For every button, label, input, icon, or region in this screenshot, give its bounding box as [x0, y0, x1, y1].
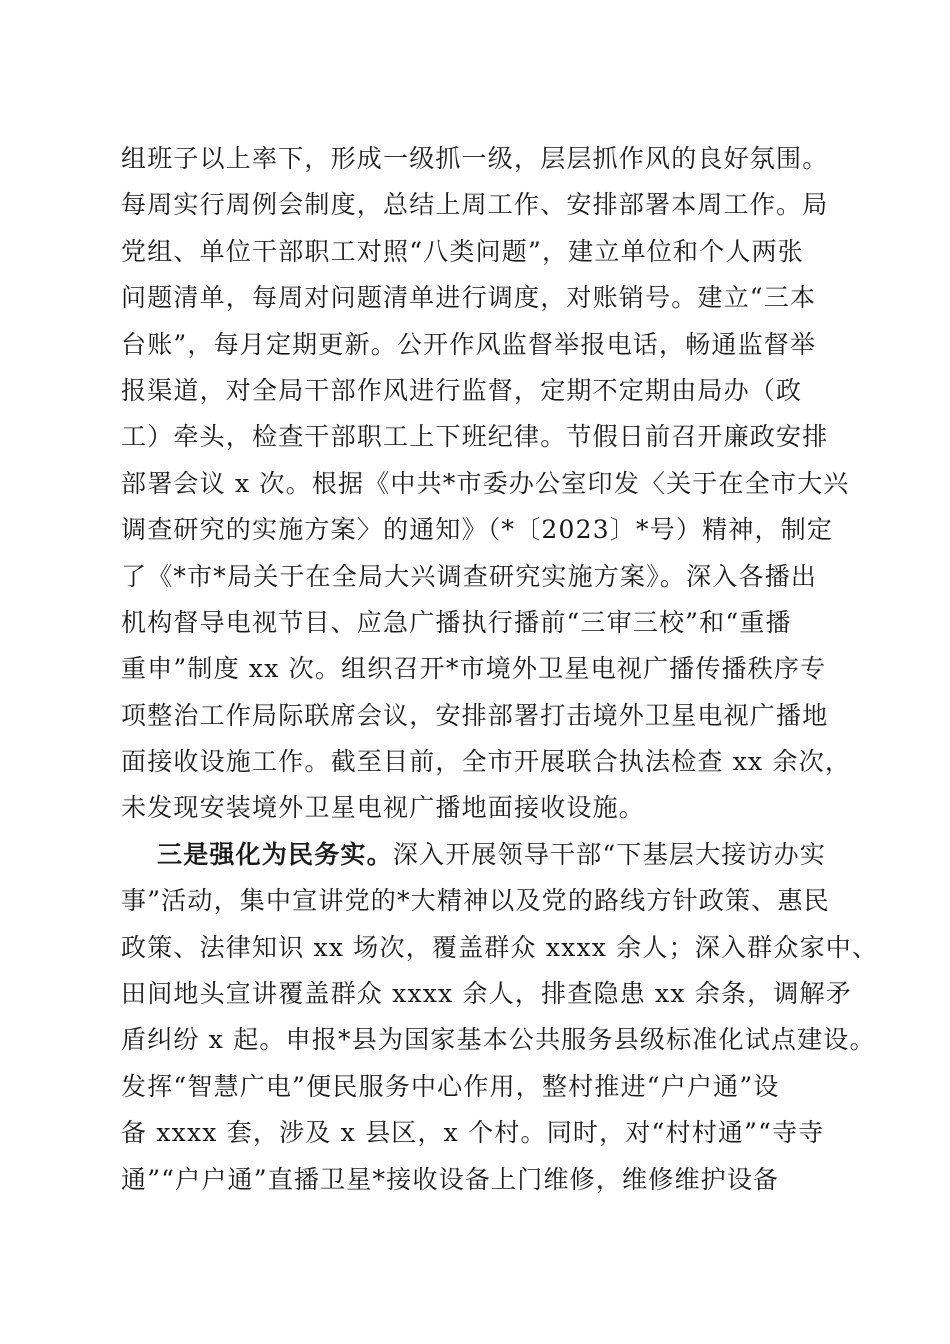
text-line: 报渠道，对全局干部作风进行监督，定期不定期由局办（政: [121, 375, 803, 405]
text-line: 了《*市*局关于在全局大兴调查研究实施方案》。深入各播出: [121, 561, 818, 591]
text-line: 组班子以上率下，形成一级抓一级，层层抓作风的良好氛围。: [121, 144, 829, 173]
paragraph-first-text: 深入开展领导干部“下基层大接访办实: [392, 839, 826, 869]
text-line: 项整治工作局际联席会议，安排部署打击境外卫星电视广播地: [121, 700, 829, 730]
text-line: 台账”，每月定期更新。公开作风监督举报电话，畅通监督举: [121, 329, 817, 359]
text-line: 每周实行周例会制度，总结上周工作、安排部署本周工作。局: [121, 190, 829, 220]
text-line: 调查研究的实施方案〉的通知》（*〔2023〕*号）精神，制定: [121, 515, 834, 545]
text-line: 发挥“智慧广电”便民服务中心作用，整村推进“户户通”设: [121, 1071, 780, 1101]
text-line: 事”活动，集中宣讲党的*大精神以及党的路线方针政策、惠民: [121, 886, 830, 916]
text-line: 部署会议 x 次。根据《中共*市委办公室印发〈关于在全市大兴: [121, 468, 850, 498]
paragraph-first-line: [121, 832, 841, 878]
text-line: 工）牵头，检查干部职工上下班纪律。节假日前召开廉政安排: [121, 422, 829, 452]
text-line: 盾纠纷 x 起。申报*县为国家基本公共服务县级标准化试点建设。: [121, 1025, 876, 1055]
paragraph-heading: 三是强化为民务实。: [157, 839, 393, 869]
text-line: 备 xxxx 套，涉及 x 县区，x 个村。同时，对“村村通”“寺寺: [121, 1118, 825, 1148]
text-line: 党组、单位干部职工对照“八类问题”，建立单位和个人两张: [121, 236, 804, 266]
text-line: 政策、法律知识 xx 场次，覆盖群众 xxxx 余人；深入群众家中、: [121, 932, 879, 962]
text-line: 重申”制度 xx 次。组织召开*市境外卫星电视广播传播秩序专: [121, 654, 827, 684]
body-text: [121, 136, 879, 1203]
text-line: 面接收设施工作。截至目前，全市开展联合执法检查 xx 余次，: [121, 747, 852, 777]
text-line: 机构督导电视节目、应急广播执行播前“三审三校”和“重播: [121, 607, 792, 637]
text-line: 未发现安装境外卫星电视广播地面接收设施。: [121, 793, 646, 823]
text-line: 问题清单，每周对问题清单进行调度，对账销号。建立“三本: [121, 283, 817, 313]
text-line: 通”“户户通”直播卫星*接收设备上门维修，维修维护设备: [121, 1164, 780, 1194]
text-line: 田间地头宣讲覆盖群众 xxxx 余人，排查隐患 xx 余条，调解矛: [121, 979, 852, 1009]
